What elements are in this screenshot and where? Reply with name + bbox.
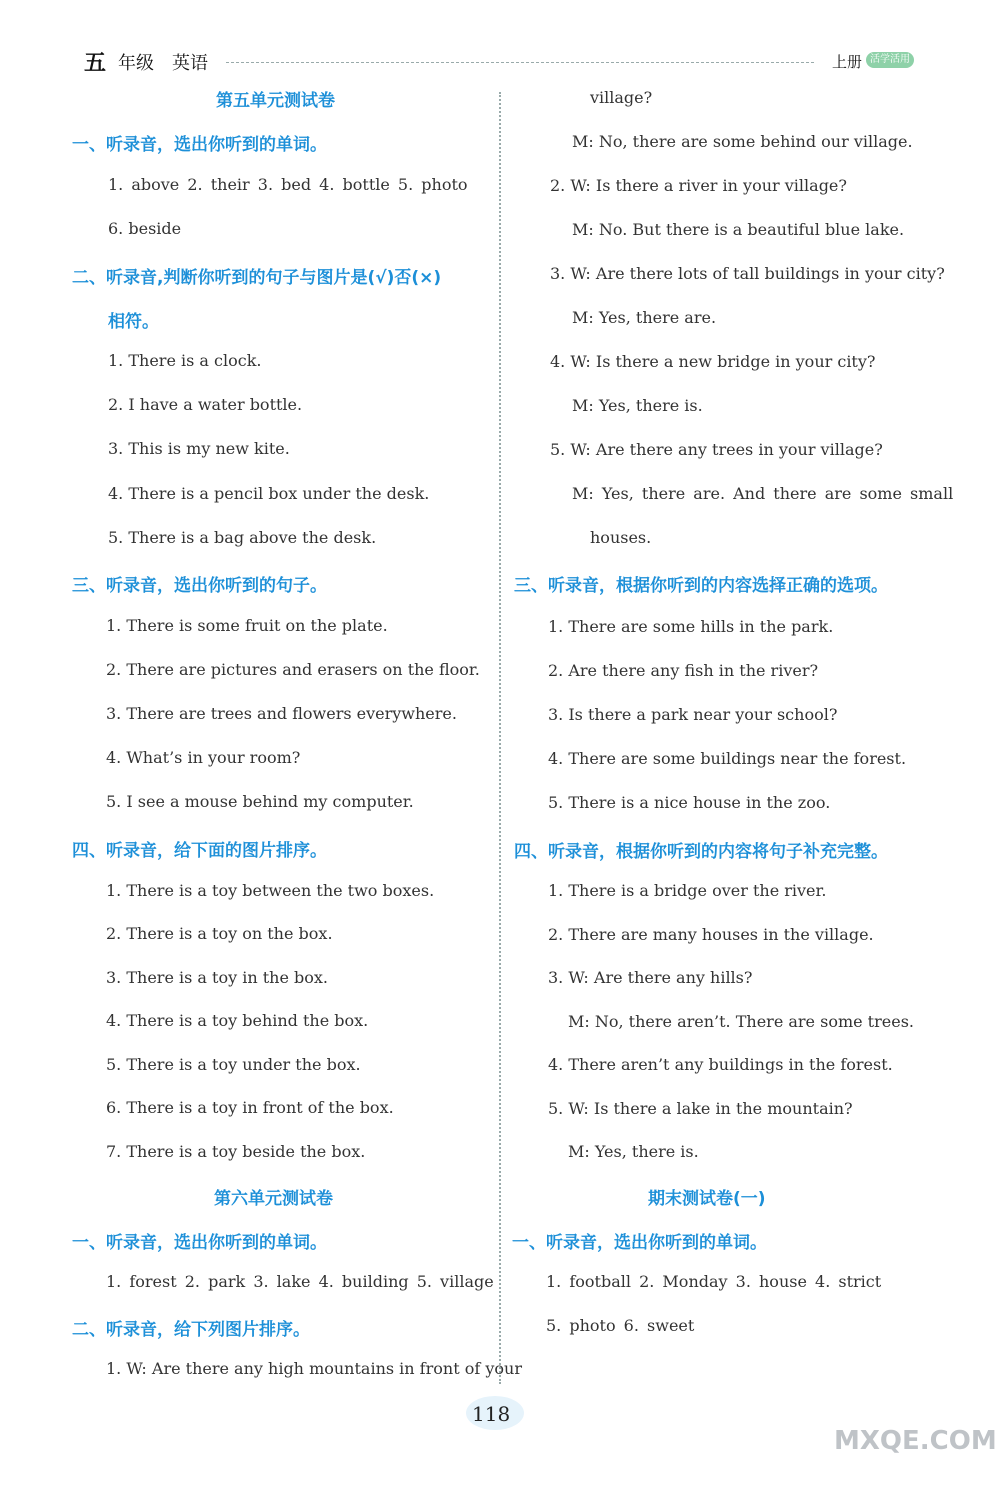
list-item: 4. There are some buildings near the forest. [548, 749, 907, 768]
list-item: 3. There is a toy in the box. [106, 968, 329, 987]
final-section-1-line-2: 5. photo 6. sweet [546, 1316, 695, 1335]
section-2-heading: 二、听录音,判断你听到的句子与图片是(√)否(×) [72, 268, 442, 288]
list-item: 5. I see a mouse behind my computer. [106, 792, 414, 811]
list-item: 4. There is a toy behind the box. [106, 1011, 369, 1030]
list-item: 1. There are some hills in the park. [548, 617, 834, 636]
column-divider [499, 92, 501, 1384]
list-item: 4. What’s in your room? [106, 748, 301, 767]
continued-line: M: Yes, there is. [572, 396, 703, 415]
final-test-title: 期末测试卷(一) [648, 1189, 766, 1209]
list-item: 2. Are there any fish in the river? [548, 661, 819, 680]
grade-number: 五 [84, 50, 107, 76]
list-item: 1. There is some fruit on the plate. [106, 616, 388, 635]
list-item: 5. There is a toy under the box. [106, 1055, 361, 1074]
continued-line: 2. W: Is there a river in your village? [550, 176, 847, 195]
right-section-3-heading: 三、听录音，根据你听到的内容选择正确的选项。 [514, 576, 888, 596]
list-item: 2. There are pictures and erasers on the floor. [106, 660, 480, 679]
unit6-section-1-heading: 一、听录音，选出你听到的单词。 [72, 1233, 327, 1253]
list-item: 7. There is a toy beside the box. [106, 1142, 366, 1161]
volume-label: 上册 [832, 53, 863, 71]
list-item: 2. There is a toy on the box. [106, 924, 333, 943]
page-header [0, 0, 1000, 80]
continued-line: village? [590, 88, 653, 107]
continued-line: M: Yes, there are. [572, 308, 717, 327]
section-3-heading: 三、听录音，选出你听到的句子。 [72, 576, 327, 596]
list-item: 1. There is a toy between the two boxes. [106, 881, 435, 900]
list-item: 2. I have a water bottle. [108, 395, 303, 414]
list-item: 5. W: Is there a lake in the mountain? [548, 1099, 853, 1118]
continued-line: M: No, there are some behind our village. [572, 132, 913, 151]
list-item: 4. There is a pencil box under the desk. [108, 484, 430, 503]
list-item: 4. There aren’t any buildings in the forest. [548, 1055, 893, 1074]
list-item: 5. There is a nice house in the zoo. [548, 793, 831, 812]
list-item: 6. There is a toy in front of the box. [106, 1098, 394, 1117]
list-item: 5. There is a bag above the desk. [108, 528, 377, 547]
unit6-section-2-line-1: 1. W: Are there any high mountains in front of your [106, 1359, 522, 1378]
continued-line: M: Yes, there are. And there are some small [572, 484, 954, 503]
unit5-title: 第五单元测试卷 [216, 91, 335, 111]
header-rule [226, 62, 814, 63]
unit6-section-2-heading: 二、听录音，给下列图片排序。 [72, 1320, 310, 1340]
list-item: 1. There is a clock. [108, 351, 262, 370]
continued-line: 5. W: Are there any trees in your village? [550, 440, 883, 459]
continued-line: 4. W: Is there a new bridge in your city? [550, 352, 876, 371]
continued-line: houses. [590, 528, 652, 547]
section-1-line-2: 6. beside [108, 219, 182, 238]
list-item: 1. There is a bridge over the river. [548, 881, 827, 900]
grade-word: 年级 [118, 53, 154, 74]
list-item: 3. This is my new kite. [108, 439, 290, 458]
unit6-title: 第六单元测试卷 [214, 1189, 333, 1209]
section-4-heading: 四、听录音，给下面的图片排序。 [72, 841, 327, 861]
list-item: 3. There are trees and flowers everywhere. [106, 704, 457, 723]
list-item: 3. Is there a park near your school? [548, 705, 838, 724]
watermark: MXQE.COM [834, 1426, 997, 1456]
section-1-heading: 一、听录音，选出你听到的单词。 [72, 135, 327, 155]
unit6-section-1-line: 1. forest 2. park 3. lake 4. building 5. village [106, 1272, 494, 1291]
list-item: 2. There are many houses in the village. [548, 925, 874, 944]
section-1-line-1: 1. above 2. their 3. bed 4. bottle 5. photo [108, 175, 468, 194]
continued-line: 3. W: Are there lots of tall buildings in your city? [550, 264, 945, 283]
section-2-heading-cont: 相符。 [108, 312, 159, 332]
list-item: 3. W: Are there any hills? [548, 968, 753, 987]
list-item: M: No, there aren’t. There are some trees. [568, 1012, 914, 1031]
header-badge: 活学活用 [866, 52, 914, 68]
final-section-1-heading: 一、听录音，选出你听到的单词。 [512, 1233, 767, 1253]
list-item: M: Yes, there is. [568, 1142, 699, 1161]
continued-line: M: No. But there is a beautiful blue lake. [572, 220, 905, 239]
subject-label: 英语 [172, 53, 208, 74]
page-number: 118 [472, 1402, 511, 1426]
right-section-4-heading: 四、听录音，根据你听到的内容将句子补充完整。 [514, 842, 888, 862]
final-section-1-line-1: 1. football 2. Monday 3. house 4. strict [546, 1272, 882, 1291]
